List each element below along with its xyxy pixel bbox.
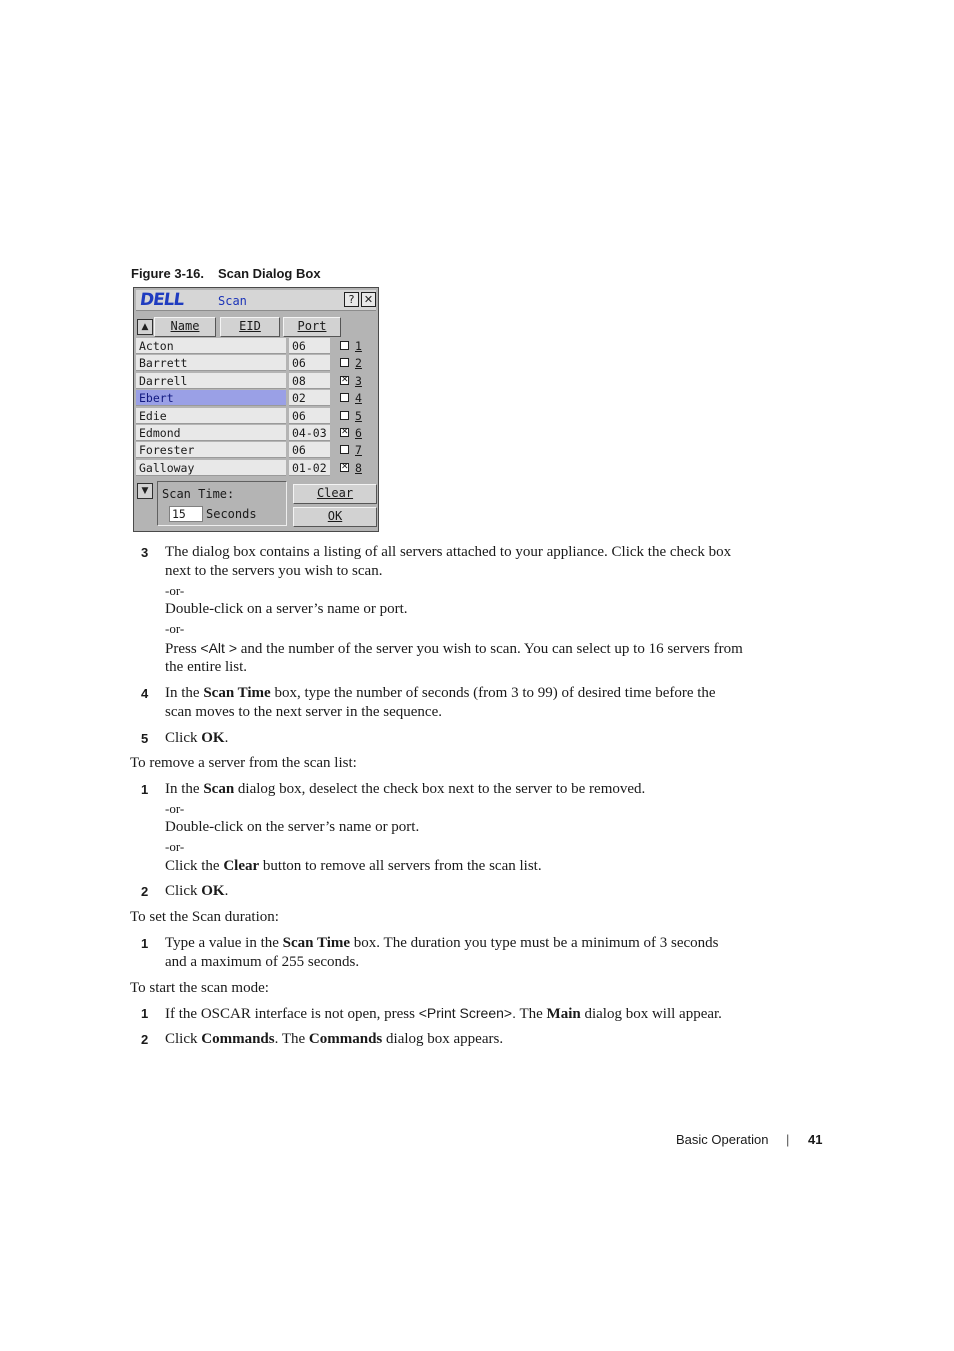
table-row[interactable] (136, 442, 377, 459)
scan-time-unit: Seconds (206, 507, 257, 521)
table-row[interactable] (136, 460, 377, 477)
server-eid[interactable]: 01-02 (289, 460, 330, 476)
port-number: 8 (355, 460, 362, 475)
step-text: Click OK. (165, 730, 229, 746)
or-separator: -or- (165, 801, 185, 816)
scan-checkbox[interactable]: ✕ (341, 461, 349, 472)
footer-section-title: Basic Operation (676, 1132, 769, 1147)
port-number: 2 (355, 356, 362, 371)
step-text: Double-click on the server’s name or port. (165, 819, 420, 835)
server-name[interactable]: Edie (136, 408, 286, 424)
server-eid[interactable]: 06 (289, 338, 330, 354)
server-name[interactable]: Forester (136, 442, 286, 458)
port-number: 5 (355, 408, 362, 423)
scan-checkbox[interactable]: ✕ (341, 426, 349, 437)
table-row[interactable] (136, 355, 377, 372)
step-text: The dialog box contains a listing of all servers attached to your appliance. Click the check box (165, 544, 732, 560)
scroll-down-icon[interactable]: ▼ (137, 483, 153, 499)
port-number: 6 (355, 425, 362, 440)
dell-logo: DELL (138, 290, 185, 310)
scan-checkbox[interactable] (340, 393, 349, 402)
table-row[interactable] (136, 338, 377, 355)
port-number: 7 (355, 443, 362, 458)
scan-time-input[interactable]: 15 (169, 506, 203, 522)
page-number: 41 (808, 1132, 823, 1147)
step-text: In the Scan Time box, type the number of seconds (from 3 to 99) of desired time before the (165, 685, 716, 701)
or-separator: -or- (165, 621, 185, 636)
figure-label: Figure 3-16. (131, 266, 204, 281)
server-eid[interactable]: 06 (289, 408, 330, 424)
scan-checkbox[interactable]: ✕ (341, 374, 349, 385)
table-row[interactable] (136, 373, 377, 390)
server-eid[interactable]: 02 (289, 390, 330, 406)
scan-time-label: Scan Time: (162, 487, 235, 501)
section-intro: To remove a server from the scan list: (130, 755, 357, 771)
scroll-up-icon[interactable]: ▲ (137, 319, 153, 335)
step-text: In the Scan dialog box, deselect the check box next to the server to be removed. (165, 781, 646, 797)
step-text: the entire list. (165, 659, 248, 675)
scan-checkbox[interactable] (340, 411, 349, 420)
title-bar (136, 290, 376, 311)
server-name[interactable]: Galloway (136, 460, 286, 476)
port-number: 1 (355, 339, 362, 353)
scan-checkbox[interactable] (340, 341, 349, 350)
step-text: Double-click on a server’s name or port. (165, 601, 408, 617)
scan-dialog (133, 287, 379, 532)
column-header-eid[interactable]: EID (220, 317, 280, 337)
server-name[interactable]: Ebert (136, 390, 286, 406)
step-number: 1 (141, 936, 149, 951)
clear-button[interactable]: Clear (293, 484, 377, 504)
step-text: scan moves to the next server in the sequence. (165, 704, 442, 720)
server-name[interactable]: Edmond (136, 425, 286, 441)
step-number: 5 (141, 731, 149, 746)
step-number: 4 (141, 686, 149, 701)
step-number: 2 (141, 884, 149, 899)
port-number: 3 (355, 373, 362, 388)
server-eid[interactable]: 06 (289, 442, 330, 458)
section-intro: To set the Scan duration: (130, 909, 279, 925)
or-separator: -or- (165, 583, 185, 598)
step-text: Click Commands. The Commands dialog box appears. (165, 1031, 504, 1047)
help-icon[interactable]: ? (344, 292, 359, 307)
step-text: Press <Alt > and the number of the server you wish to scan. You can select up to 16 servers from (165, 640, 743, 657)
server-eid[interactable]: 04-03 (289, 425, 330, 441)
server-name[interactable]: Acton (136, 338, 286, 354)
step-number: 3 (141, 545, 149, 560)
figure-caption (131, 266, 321, 281)
footer-separator: | (786, 1132, 790, 1147)
server-list (136, 338, 377, 477)
port-number: 4 (355, 391, 362, 406)
close-icon[interactable]: ✕ (361, 292, 376, 307)
dialog-title: Scan (218, 294, 247, 308)
ok-button[interactable]: OK (293, 507, 377, 527)
step-number: 1 (141, 782, 149, 797)
scan-time-group (157, 481, 287, 526)
step-number: 2 (141, 1032, 149, 1047)
step-number: 1 (141, 1006, 149, 1021)
server-eid[interactable]: 06 (289, 355, 330, 371)
figure-title: Scan Dialog Box (217, 266, 321, 281)
step-text: and a maximum of 255 seconds. (165, 954, 360, 970)
server-eid[interactable]: 08 (289, 373, 330, 389)
column-header-name[interactable]: Name (154, 317, 216, 337)
step-text: next to the servers you wish to scan. (165, 563, 383, 579)
or-separator: -or- (165, 839, 185, 854)
step-text: Type a value in the Scan Time box. The duration you type must be a minimum of 3 seconds (165, 935, 719, 951)
column-header-port[interactable]: Port (283, 317, 341, 337)
scan-checkbox[interactable] (340, 445, 349, 454)
section-intro: To start the scan mode: (130, 980, 269, 996)
scan-checkbox[interactable] (340, 358, 349, 367)
table-row[interactable] (136, 390, 377, 407)
table-row[interactable] (136, 425, 377, 442)
step-text: If the OSCAR interface is not open, press <Print Screen>. The Main dialog box will appear. (165, 1005, 722, 1022)
step-text: Click the Clear button to remove all servers from the scan list. (165, 858, 542, 874)
server-name[interactable]: Darrell (136, 373, 286, 389)
step-text: Click OK. (165, 883, 229, 899)
server-name[interactable]: Barrett (136, 355, 286, 371)
table-row[interactable] (136, 408, 377, 425)
